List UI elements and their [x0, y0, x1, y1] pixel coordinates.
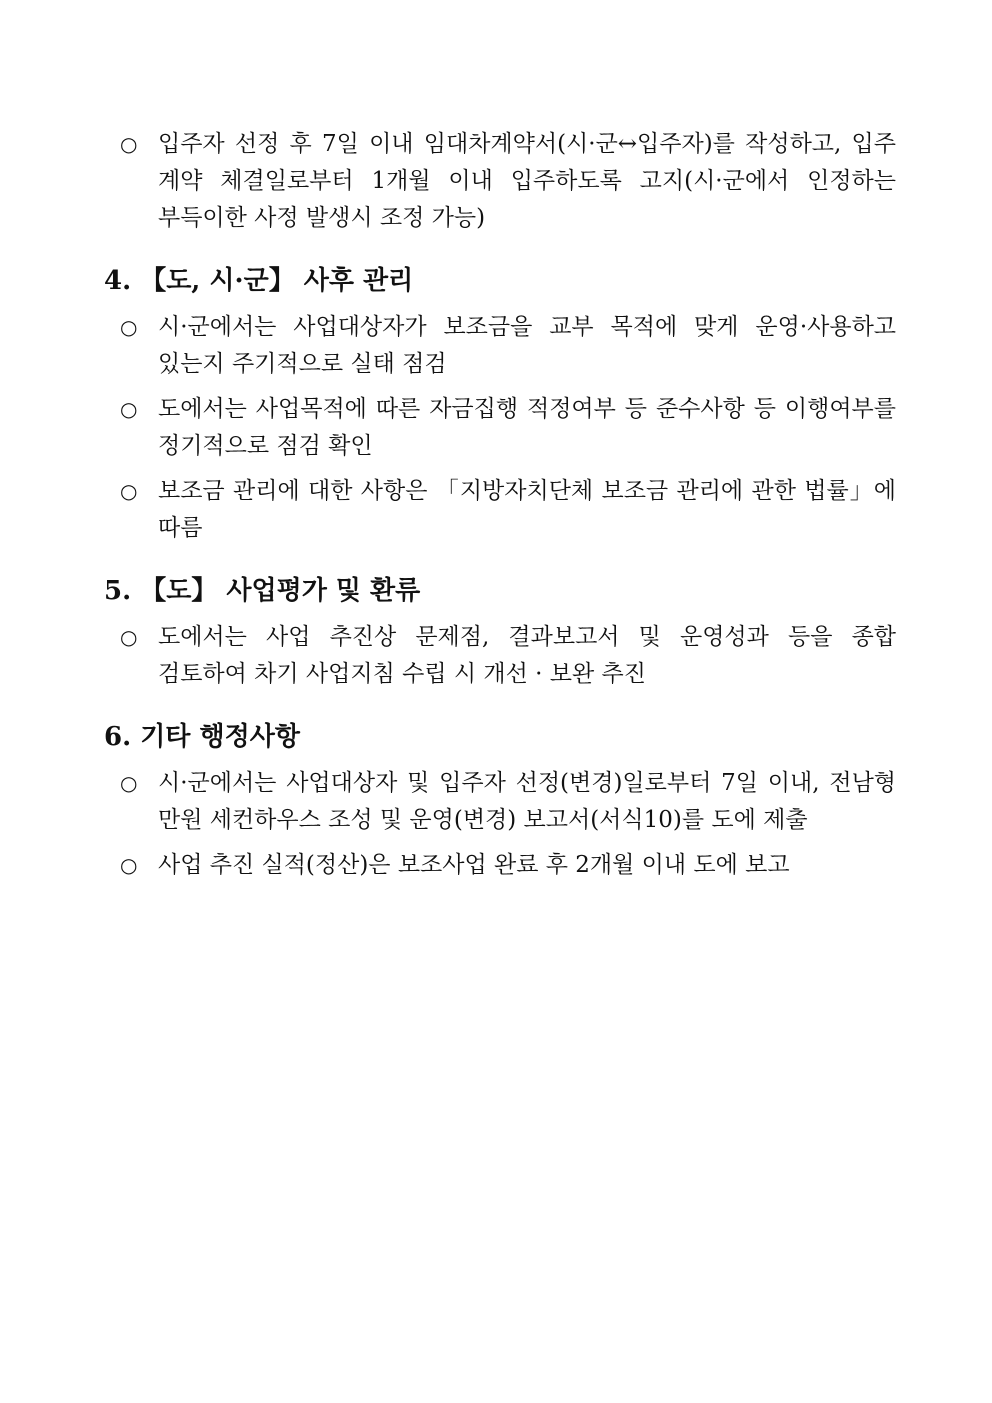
section-heading: 5. 【도】 사업평가 및 환류 — [104, 576, 421, 606]
list-item-text: 시·군에서는 사업대상자 및 입주자 선정(변경)일로부터 7일 이내, 전남형 만원 세컨하우스 조성 및 운영(변경) 보고서(서식10)를 도에 제출 — [158, 770, 896, 833]
section-heading: 4. 【도, 시·군】 사후 관리 — [104, 266, 414, 296]
list-item — [104, 765, 896, 839]
list-item — [104, 309, 896, 383]
list-item — [104, 126, 896, 237]
bullet-circle-icon: ○ — [120, 315, 138, 339]
list-item-text: 도에서는 사업목적에 따른 자금집행 적정여부 등 준수사항 등 이행여부를 정기적으로 점검 확인 — [158, 396, 896, 459]
bullet-circle-icon: ○ — [120, 625, 138, 649]
list-item — [104, 473, 896, 547]
section-6 — [104, 719, 896, 884]
list-item-text: 도에서는 사업 추진상 문제점, 결과보고서 및 운영성과 등을 종합 검토하여 차기 사업지침 수립 시 개선 · 보완 추진 — [158, 624, 896, 687]
list-item — [104, 619, 896, 693]
bullet-circle-icon: ○ — [120, 853, 138, 877]
list-item — [104, 847, 896, 884]
list-item-text: 시·군에서는 사업대상자가 보조금을 교부 목적에 맞게 운영·사용하고 있는지 주기적으로 실태 점검 — [158, 314, 896, 377]
bullet-circle-icon: ○ — [120, 397, 138, 421]
bullet-circle-icon: ○ — [120, 132, 138, 156]
list-item-text: 입주자 선정 후 7일 이내 임대차계약서(시·군↔입주자)를 작성하고, 입주 계약 체결일로부터 1개월 이내 입주하도록 고지(시·군에서 인정하는 부득이한 사정 발생시 조정 가능) — [158, 131, 896, 231]
bullet-circle-icon: ○ — [120, 479, 138, 503]
list-item-text: 사업 추진 실적(정산)은 보조사업 완료 후 2개월 이내 도에 보고 — [158, 852, 790, 878]
bullet-circle-icon: ○ — [120, 771, 138, 795]
list-item-text: 보조금 관리에 대한 사항은 「지방자치단체 보조금 관리에 관한 법률」에 따름 — [158, 478, 896, 541]
document-content — [104, 126, 896, 892]
list-item — [104, 391, 896, 465]
section-5 — [104, 573, 896, 693]
section-4 — [104, 263, 896, 547]
section-heading: 6. 기타 행정사항 — [104, 722, 300, 752]
